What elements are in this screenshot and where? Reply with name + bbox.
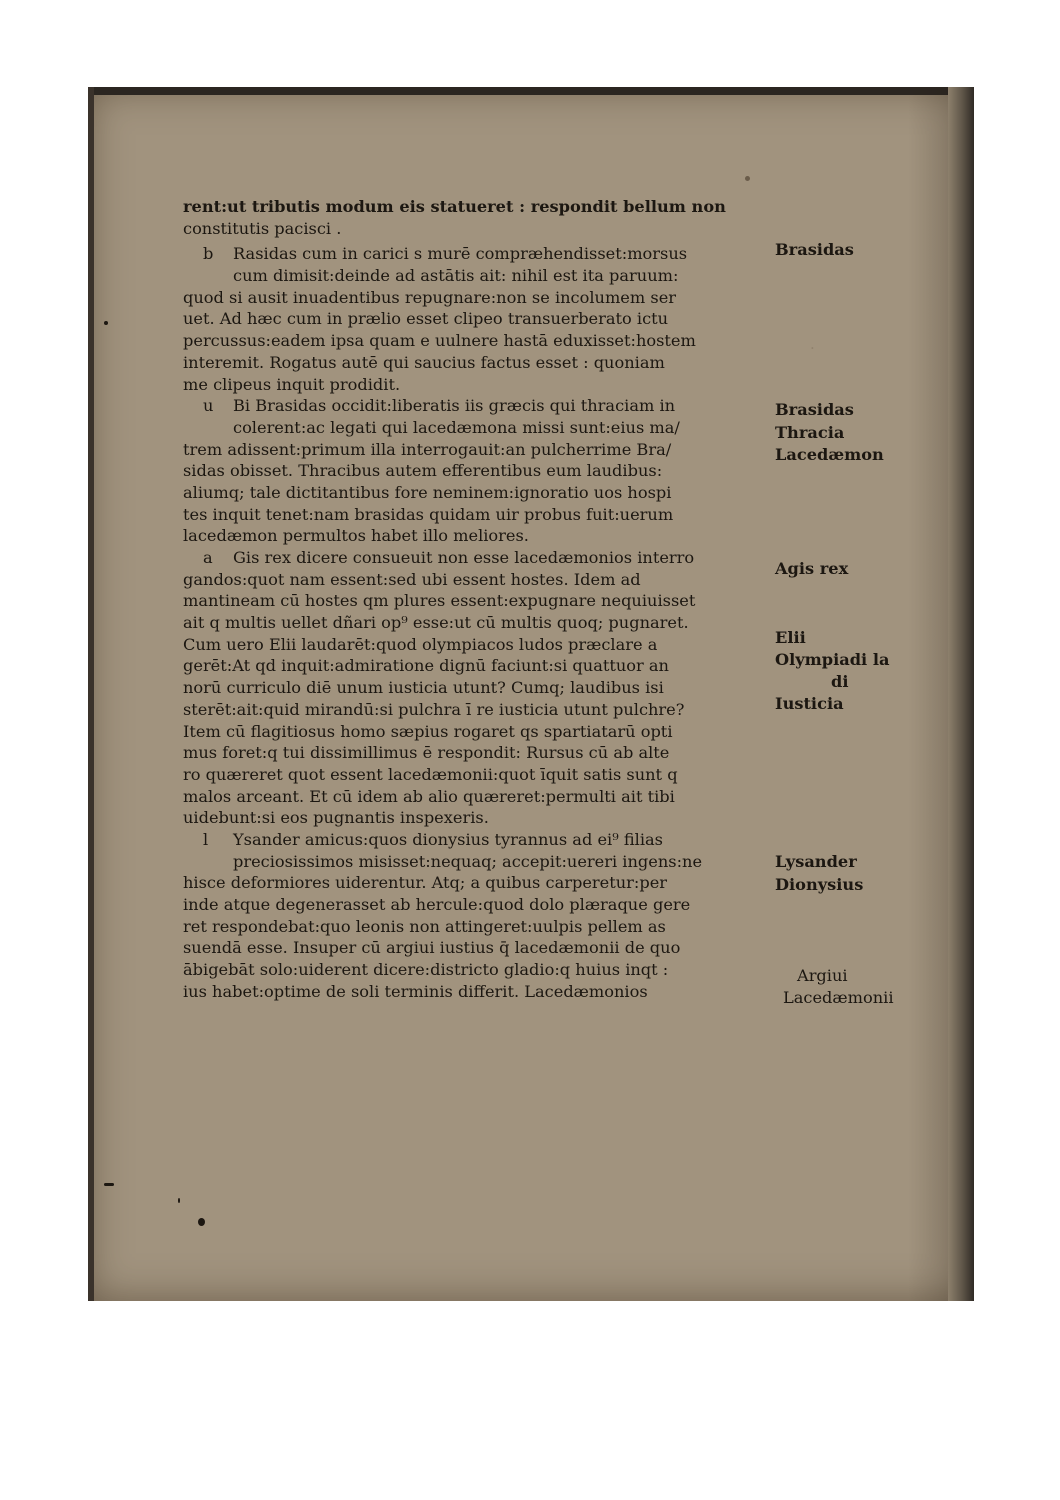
text-line: norū curriculo diē unum iusticia utunt? Cumq; laudibus isi: [183, 678, 664, 698]
book-edge: [948, 87, 974, 1301]
text-line: colerent:ac legati qui lacedæmona missi sunt:eius ma/: [233, 417, 680, 437]
margin-note: Lacedæmon: [775, 445, 884, 464]
scan-left-edge: [88, 87, 94, 1301]
margin-note: Lysander: [775, 852, 857, 871]
text-line: preciosissimos misisset:nequaq; accepit:uereri ingens:ne: [233, 851, 703, 871]
text-line: trem adissent:primum illa interrogauit:an pulcherrime Bra/: [183, 439, 672, 459]
text-line: sidas obisset. Thracibus autem efferentibus eum laudibus:: [183, 461, 663, 481]
text-line: mus foret:q tui dissimillimus ē respondit: Rursus cū ab alte: [183, 743, 670, 763]
page-shadow: [908, 87, 948, 1301]
text-line: lacedæmon permultos habet illo meliores.: [183, 526, 529, 546]
text-line: b Rasidas cum in carici s murē compræhendisset:morsus: [183, 243, 768, 265]
text-line: ābigebāt solo:uiderent dicere:districto gladio:q huius inqt :: [183, 960, 669, 980]
text-line: sterēt:ait:quid mirandū:si pulchra ī re iusticia utunt pulchre?: [183, 699, 685, 719]
initial-guide-letter: u: [203, 396, 214, 416]
text-line: ro quæreret quot essent lacedæmonii:quot īquit satis sunt q: [183, 764, 678, 784]
margin-note: Brasidas: [775, 240, 854, 259]
text-line: hisce deformiores uiderentur. Atq; a quibus carperetur:per: [183, 873, 668, 893]
text-line: ret respondebat:quo leonis non attingeret:uulpis pellem as: [183, 916, 666, 936]
initial-guide-letter: b: [203, 244, 214, 264]
ink-speck: [198, 1218, 205, 1226]
text-line: uidebunt:si eos pugnantis inspexeris.: [183, 808, 489, 828]
text-line: Item cū flagitiosus homo sæpius rogaret qs spartiatarū opti: [183, 721, 673, 741]
margin-note: Iusticia: [775, 694, 844, 713]
text-line: me clipeus inquit prodidit.: [183, 374, 401, 394]
text-line: ius habet:optime de soli terminis differit. Lacedæmonios: [183, 981, 648, 1001]
ink-speck: [178, 1198, 180, 1203]
text-line: a Gis rex dicere consueuit non esse lacedæmonios interro: [183, 547, 768, 569]
scan-top-edge: [88, 87, 974, 95]
text-line: ait q multis uellet dñari op⁹ esse:ut cū multis quoq; pugnaret.: [183, 613, 689, 633]
text-line: aliumq; tale dictitantibus fore neminem:ignoratio uos hospi: [183, 482, 672, 502]
initial-guide-letter: l: [203, 829, 209, 849]
text-line: rent:ut tributis modum eis statueret : respondit bellum non: [183, 197, 726, 216]
text-line: Cum uero Elii laudarēt:quod olympiacos ludos præclare a: [183, 634, 658, 654]
text-line: uet. Ad hæc cum in prælio esset clipeo transuerberato ictu: [183, 309, 669, 329]
text-line: quod si ausit inuadentibus repugnare:non se incolumem ser: [183, 287, 677, 307]
text-line: interemit. Rogatus autē qui saucius factus esset : quoniam: [183, 352, 665, 372]
text-line: tes inquit tenet:nam brasidas quidam uir probus fuit:uerum: [183, 504, 674, 524]
initial-guide-letter: a: [203, 548, 213, 567]
margin-note: Agis rex: [775, 559, 849, 578]
margin-note: Argiui: [797, 966, 848, 985]
text-line: malos arceant. Et cū idem ab alio quæreret:permulti ait tibi: [183, 786, 675, 806]
text-line: u Bi Brasidas occidit:liberatis iis græcis qui thraciam in: [183, 395, 768, 417]
show-through-text: .: [810, 335, 815, 353]
text-line: percussus:eadem ipsa quam e uulnere hastā eduxisset:hostem: [183, 331, 696, 351]
main-text: [183, 196, 768, 1002]
text-line: mantineam cū hostes qm plures essent:expugnare nequiuisset: [183, 591, 696, 611]
text-line: l Ysander amicus:quos dionysius tyrannus ad ei⁹ filias: [183, 829, 768, 851]
text-line: gandos:quot nam essent:sed ubi essent hostes. Idem ad: [183, 569, 641, 589]
text-line: cum dimisit:deinde ad astātis ait: nihil est ita paruum:: [233, 266, 679, 286]
margin-note: Lacedæmonii: [783, 988, 894, 1007]
text-line: constitutis pacisci .: [183, 218, 342, 238]
ink-speck: [745, 176, 750, 181]
margin-note: Brasidas: [775, 400, 854, 419]
margin-note: Thracia: [775, 423, 845, 442]
ink-speck: [104, 1183, 114, 1186]
margin-note: di: [831, 672, 849, 691]
ink-speck: [104, 321, 108, 325]
margin-note: Dionysius: [775, 875, 864, 894]
margin-note: Olympiadi la: [775, 650, 890, 669]
text-line: suendā esse. Insuper cū argiui iustius q̄ lacedæmonii de quo: [183, 938, 681, 958]
text-line: inde atque degenerasset ab hercule:quod dolo plæraque gere: [183, 895, 691, 914]
margin-note: Elii: [775, 628, 806, 647]
text-line: gerēt:At qd inquit:admiratione dignū faciunt:si quattuor an: [183, 656, 669, 676]
